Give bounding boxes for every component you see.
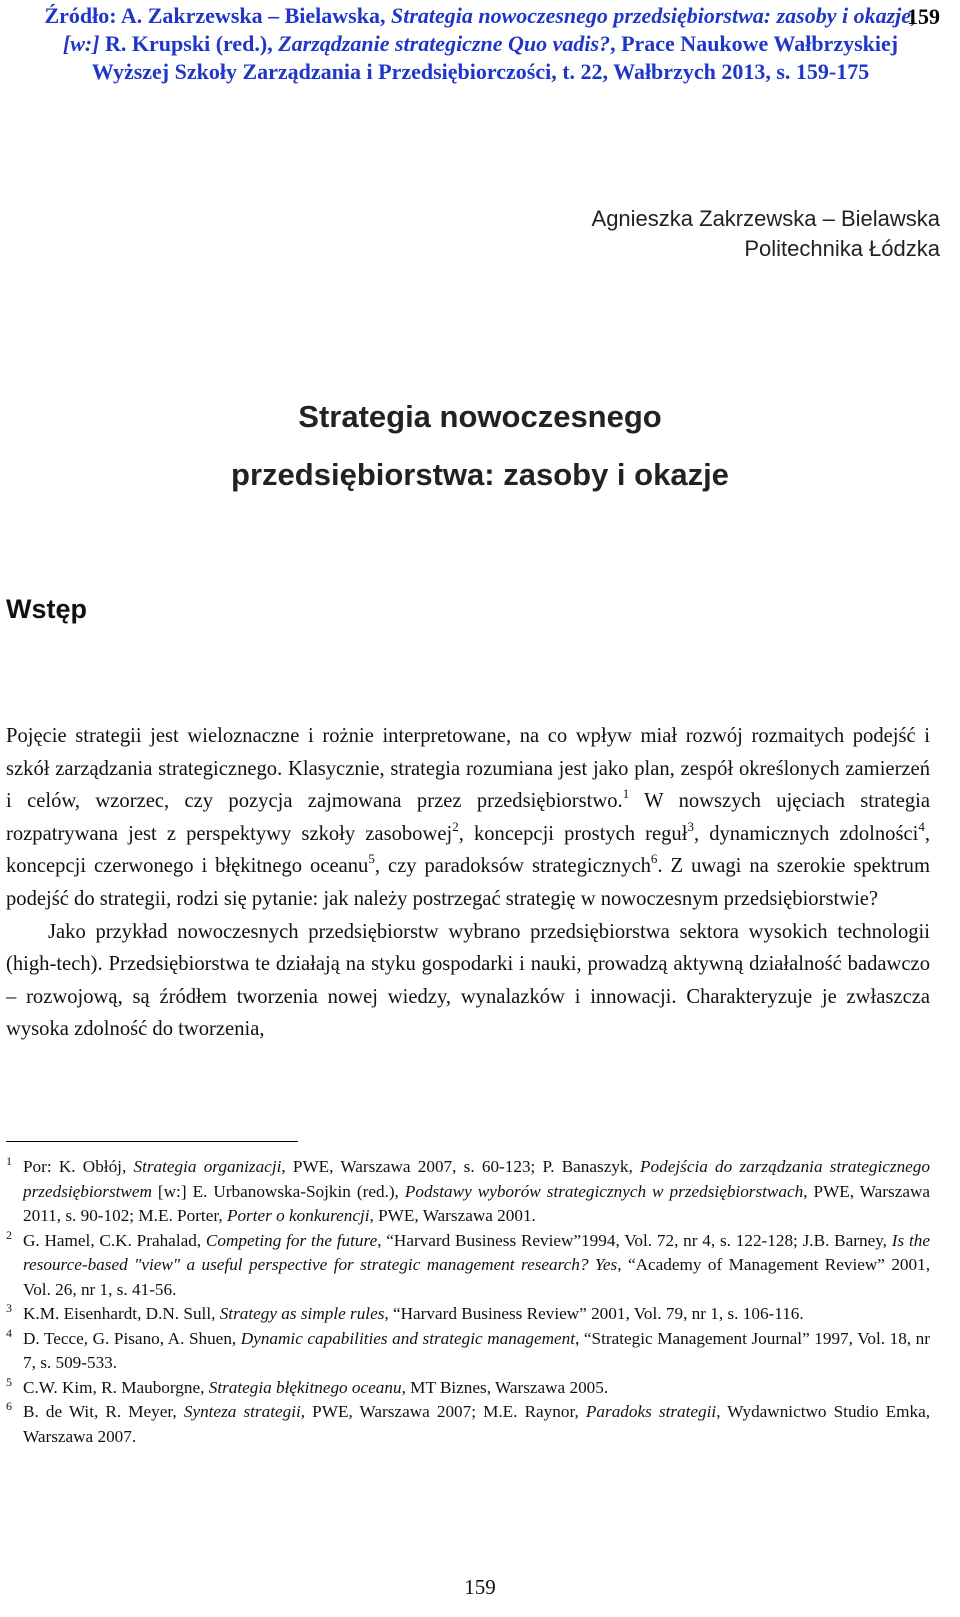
source-citation xyxy=(28,2,933,86)
footnote-title: Porter o konkurencji xyxy=(226,1206,370,1225)
footnote-text: B. de Wit, R. Meyer, xyxy=(23,1402,184,1421)
title-line-1: Strategia nowoczesnego xyxy=(298,399,662,434)
paper-title xyxy=(0,388,960,504)
footnote xyxy=(6,1400,930,1449)
text-run: , dynamicznych zdolności xyxy=(693,822,919,845)
footnote-text: K.M. Eisenhardt, D.N. Sull, xyxy=(23,1304,220,1323)
footnote-title: Strategy as simple rules xyxy=(219,1304,385,1323)
footnote-ref: 4 xyxy=(918,818,925,834)
section-heading: Wstęp xyxy=(6,594,87,624)
footnote-ref: 3 xyxy=(687,818,694,834)
footnote-number: 5 xyxy=(6,1374,12,1389)
footnote xyxy=(6,1327,930,1376)
footnote-text: , PWE, Warszawa 2011, s. 90-102; M.E. Porter, xyxy=(23,1181,930,1225)
page-number-bottom: 159 xyxy=(464,1575,496,1599)
footnote-text: C.W. Kim, R. Mauborgne, xyxy=(23,1377,209,1397)
footnote-text: , MT Biznes, Warszawa 2005. xyxy=(401,1377,609,1397)
source-book-title: Zarządzanie strategiczne Quo vadis? xyxy=(278,31,611,56)
text-run: W nowszych ujęciach strategia rozpatrywana jest z perspektywy szkoły zasobowej xyxy=(6,790,930,845)
footnote-number: 6 xyxy=(6,1399,12,1413)
footnote-ref: 2 xyxy=(452,818,459,834)
footnote-number: 4 xyxy=(6,1325,12,1340)
source-prefix: Źródło: A. Zakrzewska – Bielawska, xyxy=(44,3,391,28)
text-run: , czy paradoksów strategicznych xyxy=(374,855,651,878)
footnote-ref: 1 xyxy=(622,786,630,802)
footnote-title: Paradoks strategii xyxy=(585,1402,717,1421)
source-article-title: Strategia nowoczesnego przedsiębiorstwa: zasoby i okazje, [w:] xyxy=(62,3,917,56)
text-run: . Z uwagi na szerokie spektrum podejść do strategii, rodzi się pytanie: jak należy postrzegać strategię w nowoczesnym przedsiębiorstwie? xyxy=(6,855,930,910)
footnote-number: 3 xyxy=(6,1301,12,1315)
footnote xyxy=(6,1155,930,1229)
footnote-ref: 5 xyxy=(368,851,375,867)
footnote-ref: 6 xyxy=(650,851,658,867)
footnote-title: Podejścia do zarządzania strategicznego przedsiębiorstwem xyxy=(23,1157,930,1201)
source-suffix: , Prace Naukowe Wałbrzyskiej Wyższej Szkoły Zarządzania i Przedsiębiorczości, t. 22, Wałbrzych 2013, s. 159-175 xyxy=(91,31,899,84)
footnote-text: , PWE, Warszawa 2001. xyxy=(369,1206,536,1225)
author-affiliation: Politechnika Łódzka xyxy=(744,236,940,261)
author-name: Agnieszka Zakrzewska – Bielawska xyxy=(591,206,940,231)
paragraph-2: Jako przykład nowoczesnych przedsiębiorstw wybrano przedsiębiorstwa sektora wysokich technologii (high-tech). Przedsiębiorstwa te działają na styku gospodarki i nauki, prowadzą aktywną działalność badawczo – rozwojową, są źródłem tworzenia nowej wiedzy, wynalazków i innowacji. Charakteryzuje je zwłaszcza wysoka zdolność do tworzenia, xyxy=(6,920,930,1041)
footnote xyxy=(6,1302,930,1327)
footnote-title: Is the resource-based "view" a useful perspective for strategic management research? Yes xyxy=(23,1230,930,1274)
footnote-title: Podstawy wyborów strategicznych w przedsiębiorstwach xyxy=(404,1181,804,1201)
author-block xyxy=(592,204,940,264)
source-mid: R. Krupski (red.), xyxy=(99,31,279,56)
footnote-text: , “Academy of Management Review” 2001, Vol. 26, nr 1, s. 41-56. xyxy=(23,1255,931,1299)
footnote-text: [w:] E. Urbanowska-Sojkin (red.), xyxy=(151,1181,405,1201)
footnote-text: , “Harvard Business Review”1994, Vol. 72, nr 4, s. 122-128; J.B. Barney, xyxy=(377,1230,892,1250)
footnote-number: 2 xyxy=(6,1227,12,1242)
footnote-text: Por: K. Obłój, xyxy=(23,1157,134,1176)
text-run: , koncepcji czerwonego i błękitnego oceanu xyxy=(6,822,930,878)
footnote-text: , Wydawnictwo Studio Emka, Warszawa 2007. xyxy=(23,1402,930,1446)
body-text xyxy=(6,720,930,1046)
footnote xyxy=(6,1229,930,1303)
footnote-title: Strategia organizacji xyxy=(133,1157,282,1176)
footnote-title: Strategia błękitnego oceanu xyxy=(208,1377,402,1397)
footnote-title: Dynamic capabilities and strategic management xyxy=(240,1328,576,1348)
footnote-text: , “Harvard Business Review” 2001, Vol. 79, nr 1, s. 106-116. xyxy=(384,1304,804,1323)
footnote-text: , PWE, Warszawa 2007, s. 60-123; P. Banaszyk, xyxy=(281,1157,641,1176)
footnote-number: 1 xyxy=(6,1154,12,1168)
footnotes xyxy=(6,1155,930,1449)
footnote-separator xyxy=(6,1141,298,1142)
footnote-text: G. Hamel, C.K. Prahalad, xyxy=(23,1230,206,1250)
footnote-text: D. Tecce, G. Pisano, A. Shuen, xyxy=(23,1328,241,1348)
page-number-top: 159 xyxy=(907,4,940,29)
title-line-2: przedsiębiorstwa: zasoby i okazje xyxy=(231,457,729,492)
footnote-text: , PWE, Warszawa 2007; M.E. Raynor, xyxy=(300,1402,586,1421)
footnote-title: Synteza strategii xyxy=(183,1402,301,1421)
paragraph-1 xyxy=(6,720,930,916)
footnote-text: , “Strategic Management Journal” 1997, Vol. 18, nr 7, s. 509-533. xyxy=(23,1328,930,1372)
footnote xyxy=(6,1376,930,1401)
footnote-title: Competing for the future xyxy=(205,1230,378,1250)
text-run: , koncepcji prostych reguł xyxy=(458,822,688,845)
text-run: Pojęcie strategii jest wieloznaczne i rożnie interpretowane, na co wpływ miał rozwój rozmaitych podejść i szkół zarządzania strategicznego. Klasycznie, strategia rozumiana jest jako plan, zespół określonych zamierzeń i celów, wzorzec, czy pozycja zajmowana przez przedsiębiorstwo. xyxy=(6,725,930,813)
